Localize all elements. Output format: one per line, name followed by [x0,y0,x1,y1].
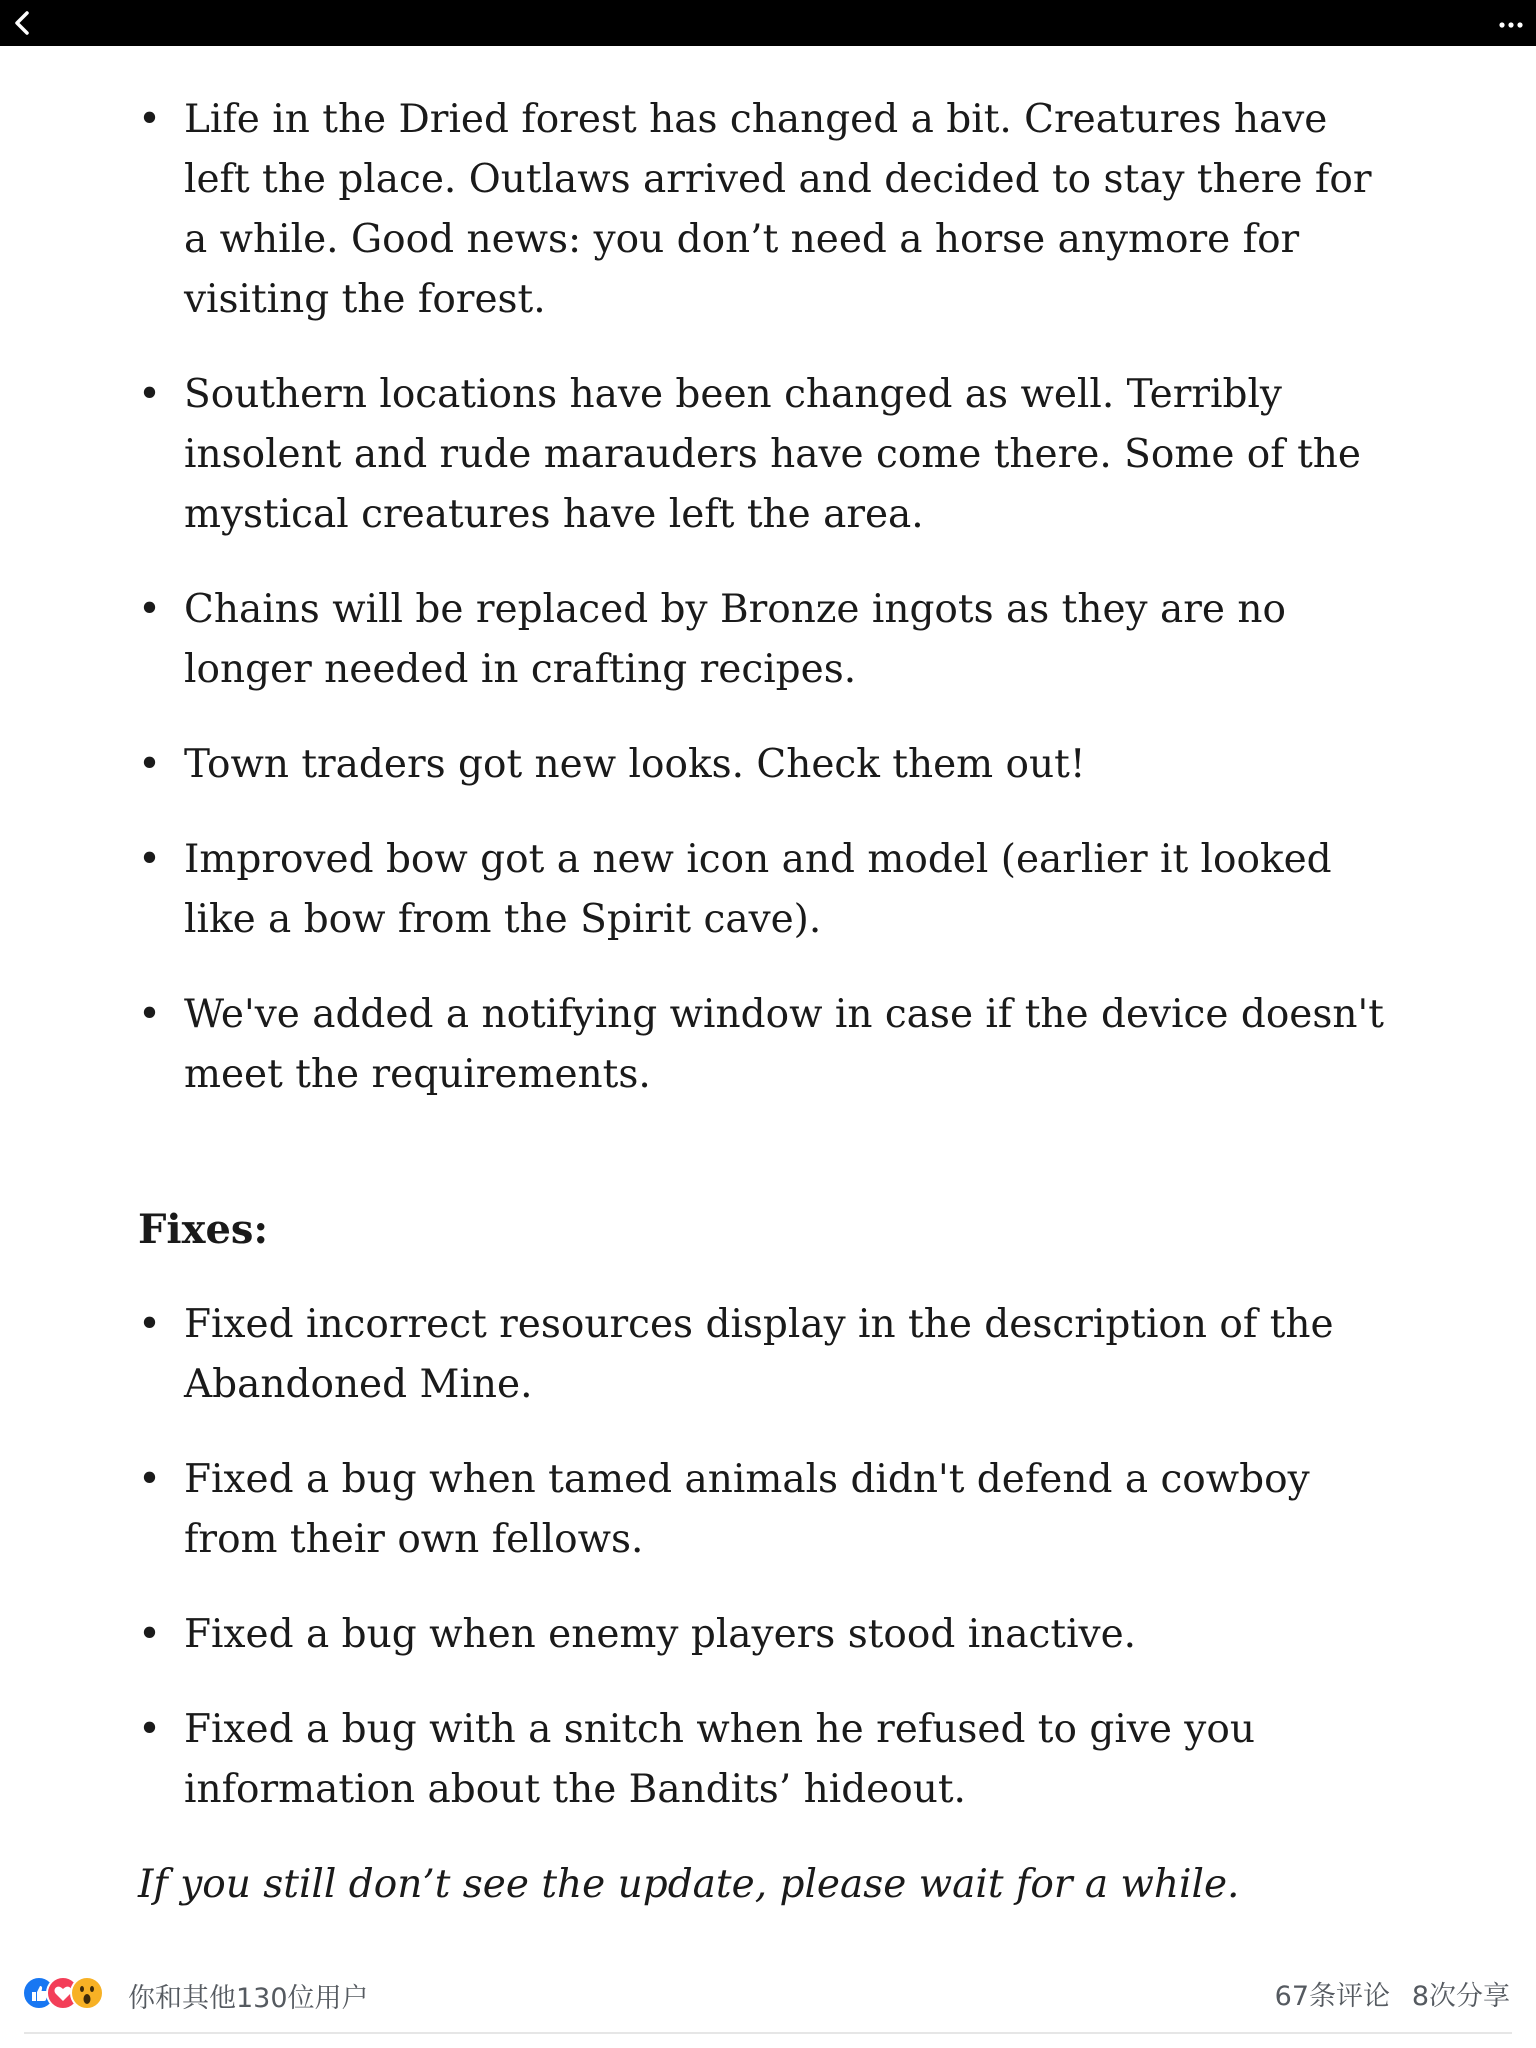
changes-list [138,90,1398,1105]
list-item-text: Southern locations have been changed as well. Terribly insolent and rude marauders have come there. Some of the mystical creatures have left the area. [184,372,1361,537]
bullet: • [138,587,162,632]
closing-note: If you still don’t see the update, please wait for a while. [138,1862,1240,1907]
article-body [138,90,1398,1915]
list-item [138,735,1398,795]
bullet: • [138,372,162,417]
list-item [138,830,1398,950]
reactions-count-text: 你和其他130位用户 [128,1983,369,2014]
list-item-text: Town traders got new looks. Check them out! [184,742,1086,787]
list-item [138,1450,1398,1570]
list-item-text: Fixed a bug when tamed animals didn't defend a cowboy from their own fellows. [184,1457,1310,1562]
wow-icon [70,1976,104,2010]
list-item [138,1605,1398,1665]
bullet: • [138,1457,162,1502]
list-item-text: Chains will be replaced by Bronze ingots as they are no longer needed in crafting recipes. [184,587,1286,692]
list-item [138,985,1398,1105]
bullet: • [138,97,162,142]
bullet: • [138,1302,162,1347]
fixes-list [138,1295,1398,1820]
bullet: • [138,1707,162,1752]
list-item-text: Fixed a bug when enemy players stood inactive. [184,1612,1137,1657]
more-options-button[interactable] [1494,6,1528,40]
ellipsis-icon [1494,6,1528,40]
list-item [138,1295,1398,1415]
list-item [138,1700,1398,1820]
list-item [138,580,1398,700]
comments-link[interactable]: 67条评论 [1274,1981,1390,2012]
top-nav-bar [0,0,1536,46]
list-item-text: Fixed incorrect resources display in the description of the Abandoned Mine. [184,1302,1334,1407]
list-item-text: Life in the Dried forest has changed a bit. Creatures have left the place. Outlaws arrived and decided to stay there for a while. Good news: you don’t need a horse anymore for visiting the forest. [184,97,1372,322]
list-item-text: Improved bow got a new icon and model (earlier it looked like a bow from the Spirit cave). [184,837,1332,942]
list-item-text: Fixed a bug with a snitch when he refused to give you information about the Bandits’ hideout. [184,1707,1255,1812]
bullet: • [138,1612,162,1657]
fixes-heading: Fixes: [138,1206,269,1253]
back-button[interactable] [6,6,40,40]
bullet: • [138,742,162,787]
list-item [138,90,1398,330]
chevron-left-icon [6,6,40,40]
bullet: • [138,837,162,882]
shares-link[interactable]: 8次分享 [1411,1981,1510,2012]
engagement-bar [0,1962,1536,2022]
list-item-text: We've added a notifying window in case if the device doesn't meet the requirements. [184,992,1384,1097]
divider [24,2032,1512,2034]
bullet: • [138,992,162,1037]
list-item [138,365,1398,545]
